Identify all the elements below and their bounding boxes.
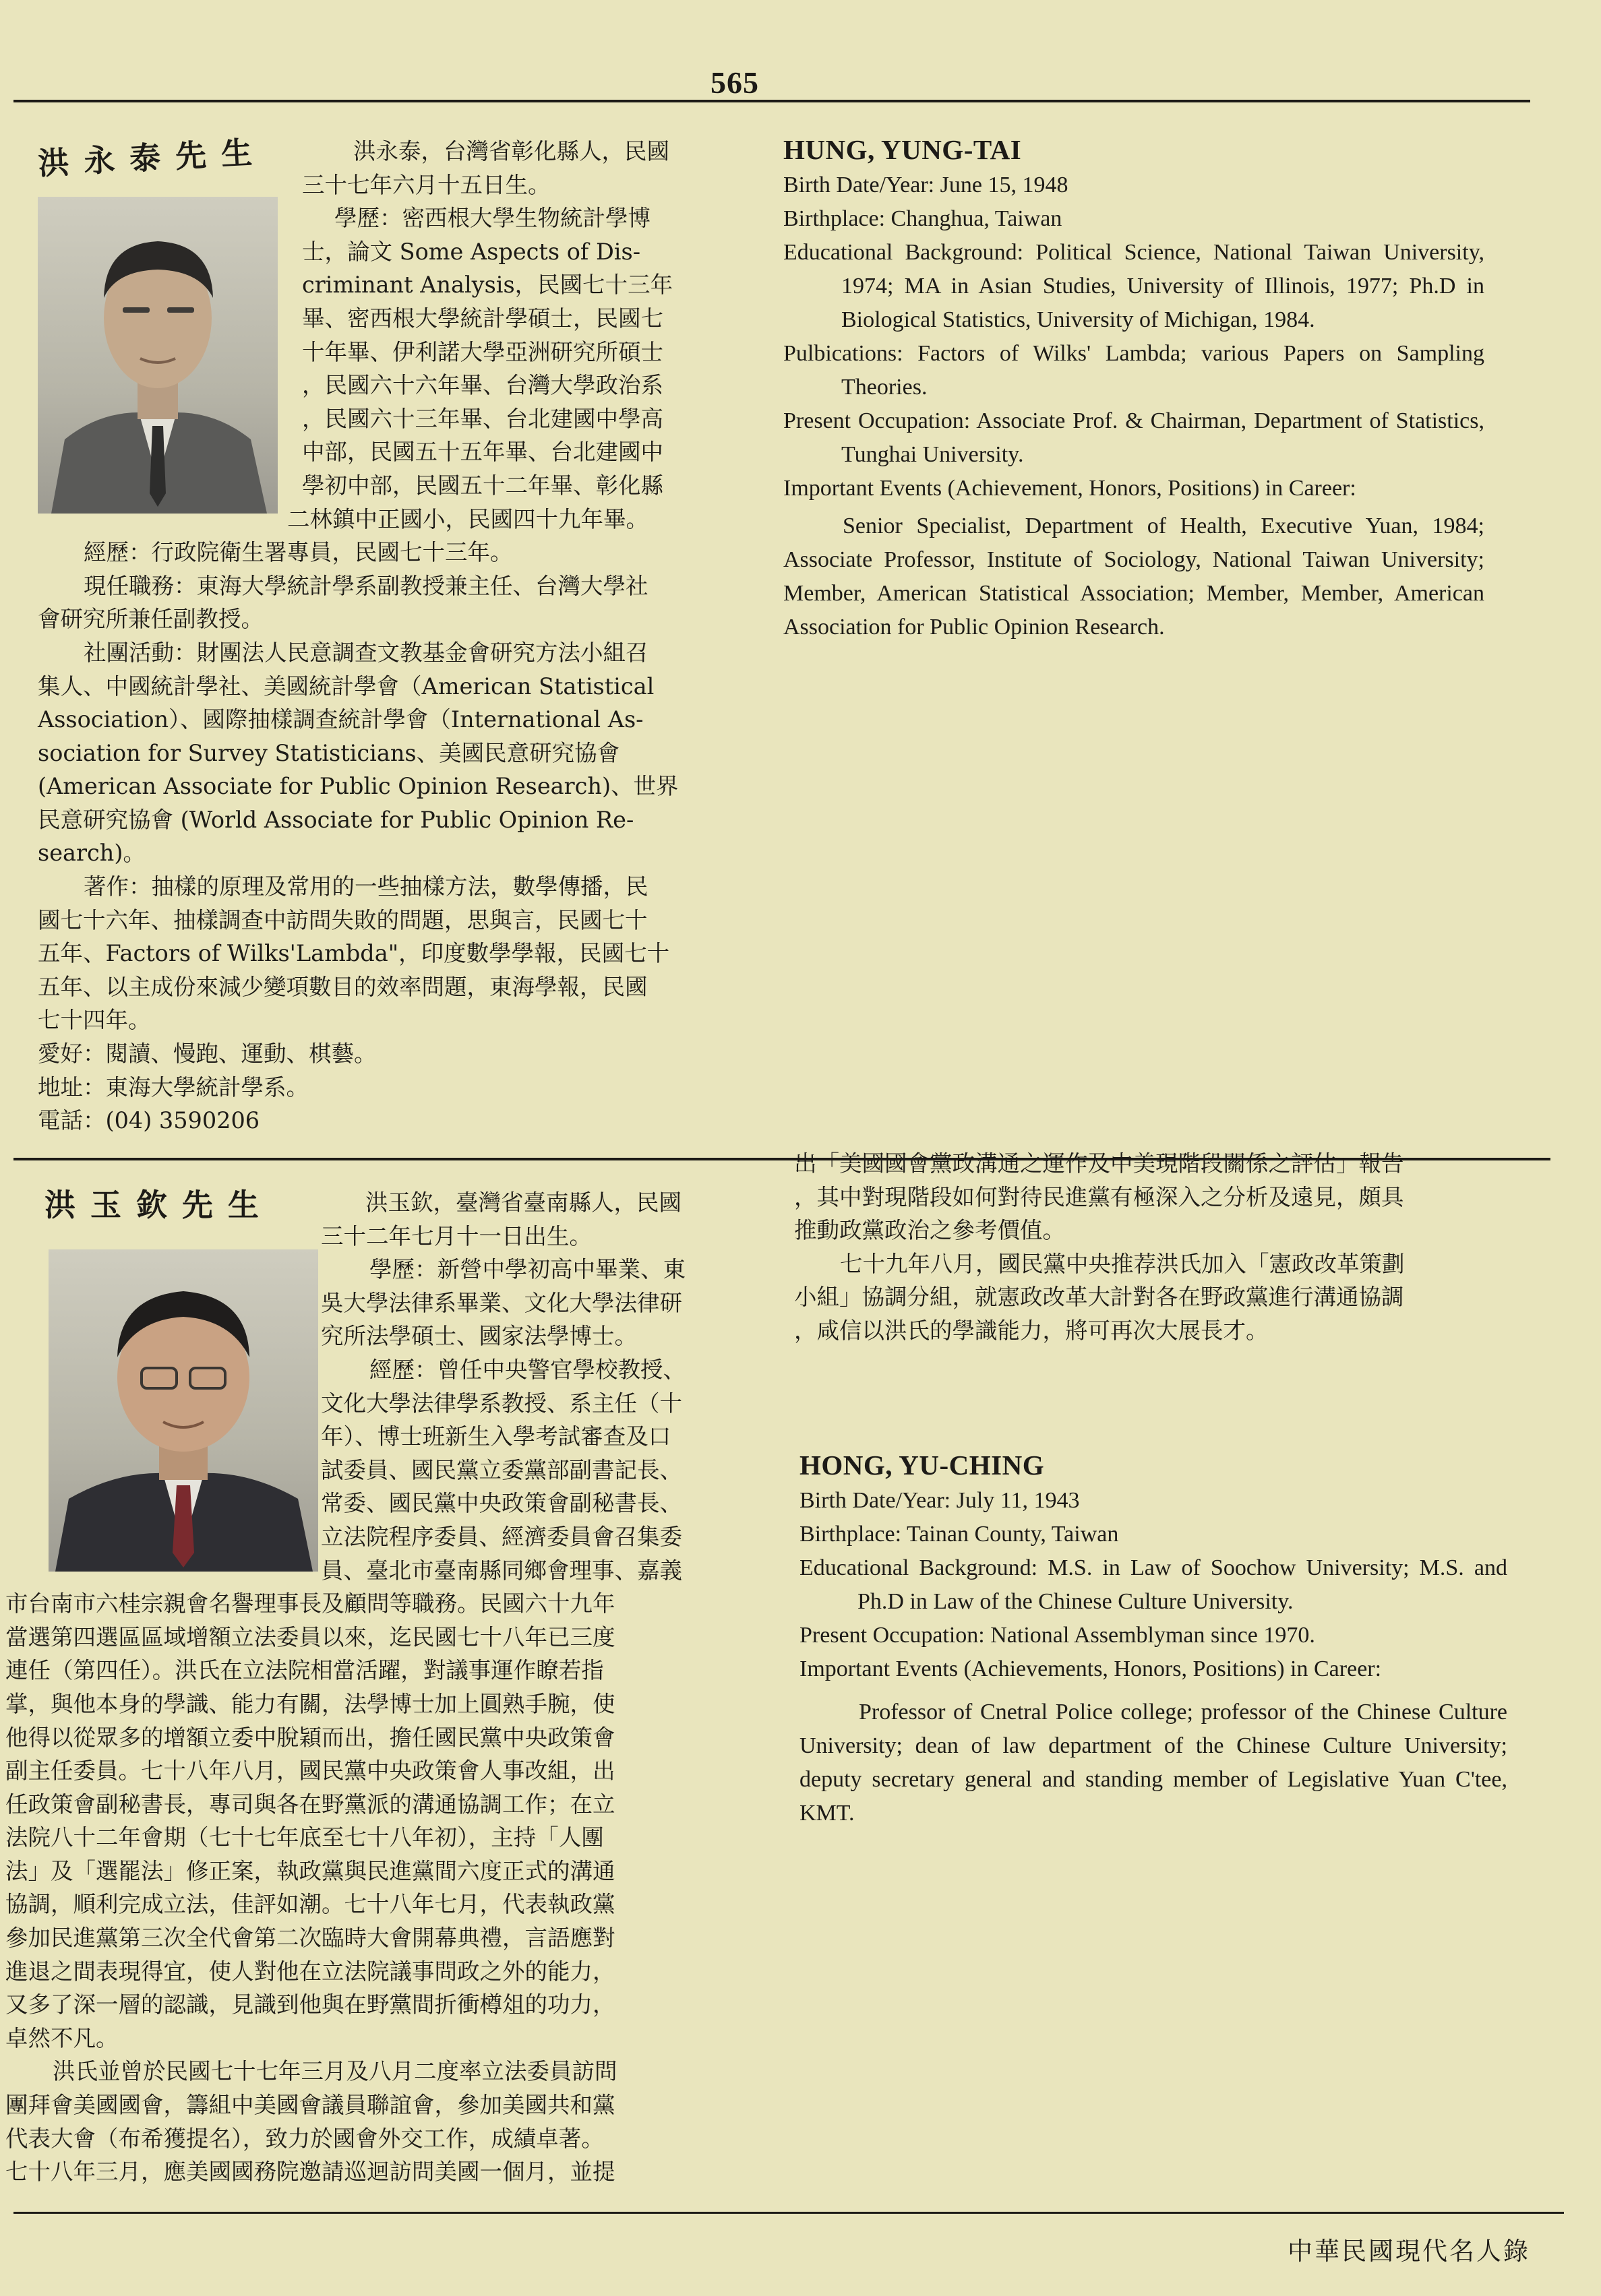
zh-line: 民意研究協會 (World Associate for Public Opinion Re-	[38, 806, 634, 833]
zh-line: Association）、國際抽樣調查統計學會（International As-	[38, 706, 644, 733]
zh-line: 集人、中國統計學社、美國統計學會（American Statistical	[38, 673, 655, 700]
zh-line: 七十九年八月，國民黨中央推荐洪氏加入「憲政改革策劃	[840, 1250, 1405, 1277]
entry1-en-title: HUNG, YUNG-TAI	[783, 134, 1022, 165]
zh-line: 吳大學法律系畢業、文化大學法律研	[321, 1289, 682, 1316]
en-field: Birth Date/Year: July 11, 1943	[799, 1488, 1080, 1513]
zh-line: 三十七年六月十五日生。	[302, 171, 551, 198]
zh-line: search)。	[38, 840, 146, 867]
zh-line: 二林鎮中正國小，民國四十九年畢。	[287, 505, 648, 532]
zh-line: 中部，民國五十五年畢、台北建國中	[302, 439, 663, 466]
zh-line: 團拜會美國國會，籌組中美國會議員聯誼會，參加美國共和黨	[5, 2092, 615, 2119]
zh-line: 洪永泰，台灣省彰化縣人，民國	[353, 138, 669, 164]
en-field: Educational Background: M.S. in Law of Soochow University; M.S. and Ph.D in Law of the Chinese Culture University.	[799, 1555, 1507, 1614]
zh-line: criminant Analysis，民國七十三年	[302, 272, 673, 299]
zh-line: 學歷：密西根大學生物統計學博	[334, 205, 651, 232]
zh-line: ，其中對現階段如何對待民進黨有極深入之分析及遠見，頗具	[794, 1183, 1404, 1210]
en-field: Birthplace: Changhua, Taiwan	[783, 206, 1062, 231]
zh-line: 士，論文 Some Aspects of Dis-	[302, 238, 641, 265]
zh-line: 經歷：行政院衛生署專員，民國七十三年。	[84, 539, 513, 566]
zh-line: 又多了深一層的認識，見識到他與在野黨間折衝樽俎的功力，	[5, 1991, 615, 2018]
zh-line: 試委員、國民黨立委黨部副書記長、	[321, 1456, 682, 1483]
zh-line: 十年畢、伊利諾大學亞洲研究所碩士	[302, 338, 663, 365]
zh-line: 進退之間表現得宜，使人對他在立法院議事問政之外的能力，	[5, 1958, 615, 1985]
en-paragraph: Senior Specialist, Department of Health, Executive Yuan, 1984; Associate Professor, Institute of Sociology, National Taiwan University; Member, American Statistical Association; Member, Member, American Association for Public Opinion Research.	[783, 514, 1484, 640]
page-number: 565	[711, 65, 759, 100]
zh-line: 著作：抽樣的原理及常用的一些抽樣方法，數學傳播，民	[84, 873, 648, 900]
zh-line: 國七十六年、抽樣調查中訪問失敗的問題，思與言，民國七十	[38, 906, 648, 933]
zh-line: 五年、以主成份來減少變項數目的效率問題，東海學報，民國	[38, 973, 648, 1000]
en-field: Birth Date/Year: June 15, 1948	[783, 173, 1068, 197]
zh-line: 會研究所兼任副教授。	[38, 606, 264, 633]
zh-line: 洪氏並曾於民國七十七年三月及八月二度率立法委員訪問	[53, 2058, 617, 2085]
zh-line: 七十四年。	[38, 1007, 151, 1034]
zh-line: (American Associate for Public Opinion Research)、世界	[38, 773, 679, 800]
zh-line: 電話：(04) 3590206	[38, 1107, 260, 1134]
zh-line: 文化大學法律學系教授、系主任（十	[321, 1390, 682, 1417]
en-field: Pulbications: Factors of Wilks' Lambda; various Papers on Sampling Theories.	[783, 341, 1484, 400]
zh-line: 現任職務：東海大學統計學系副教授兼主任、台灣大學社	[84, 572, 648, 599]
zh-line: 代表大會（布希獲提名），致力於國會外交工作，成績卓著。	[5, 2125, 604, 2152]
zh-line: 當選第四選區區域增額立法委員以來，迄民國七十八年已三度	[5, 1623, 615, 1650]
en-field: Important Events (Achievement, Honors, Positions) in Career:	[783, 476, 1356, 501]
running-footer: 中華民國現代名人錄	[1288, 2237, 1530, 2266]
bottom-rule	[13, 2212, 1564, 2214]
zh-line: 他得以從眾多的增額立委中脫穎而出，擔任國民黨中央政策會	[5, 1724, 615, 1751]
zh-line: 學初中部，民國五十二年畢、彰化縣	[302, 472, 663, 499]
zh-line: 卓然不凡。	[5, 2024, 119, 2051]
zh-line: 愛好：閱讀、慢跑、運動、棋藝。	[38, 1041, 377, 1067]
zh-line: 連任（第四任）。洪氏在立法院相當活躍，對議事運作瞭若指	[5, 1657, 604, 1684]
entry1-en-bio	[783, 131, 1484, 644]
en-paragraph: Professor of Cnetral Police college; professor of the Chinese Culture University; dean of law department of the Chinese Culture University; deputy secretary general and standing member of Legislative Yuan C'tee, KMT.	[799, 1700, 1507, 1826]
zh-line: 小組」協調分組，就憲政改革大計對各在野政黨進行溝通協調	[794, 1284, 1404, 1311]
zh-line: 學歷：新營中學初高中畢業、東	[369, 1256, 686, 1283]
zh-line: 參加民進黨第三次全代會第二次臨時大會開幕典禮，言語應對	[5, 1925, 615, 1952]
zh-line: 員、臺北市臺南縣同鄉會理事、嘉義	[321, 1557, 682, 1584]
zh-line: 社團活動：財團法人民意調查文教基金會研究方法小組召	[84, 639, 648, 666]
zh-line: 洪玉欽，臺灣省臺南縣人，民國	[365, 1189, 682, 1216]
zh-line: 市台南市六桂宗親會名譽理事長及顧問等職務。民國六十九年	[5, 1590, 615, 1617]
en-field: Birthplace: Tainan County, Taiwan	[799, 1522, 1119, 1547]
zh-line: ，民國六十三年畢、台北建國中學高	[302, 405, 663, 432]
zh-line: 五年、Factors of Wilks'Lambda"，印度數學學報，民國七十	[38, 940, 670, 967]
zh-line: 七十八年三月，應美國國務院邀請巡迴訪問美國一個月，並提	[5, 2159, 615, 2185]
zh-line: 出「美國國會黨政溝通之運作及中美現階段關係之評估」報告	[794, 1150, 1404, 1177]
entry2-en-bio	[799, 1446, 1507, 1830]
zh-line: 常委、國民黨中央政策會副秘書長、	[321, 1490, 682, 1517]
zh-line: 年）、博士班新生入學考試審查及口	[321, 1423, 671, 1450]
entry1-zh-bio	[38, 135, 725, 1138]
entry1-zh-name: 洪永泰先生	[36, 133, 268, 182]
zh-line: 畢、密西根大學統計學碩士，民國七	[302, 305, 663, 332]
en-field: Present Occupation: Associate Prof. & Chairman, Department of Statistics, Tunghai University.	[783, 408, 1484, 467]
zh-line: 經歷：曾任中央警官學校教授、	[369, 1356, 686, 1383]
zh-line: 法院八十二年會期（七十七年底至七十八年初），主持「人團	[5, 1824, 604, 1851]
zh-line: 地址：東海大學統計學系。	[38, 1074, 309, 1100]
zh-line: sociation for Survey Statisticians、美國民意研究協會	[38, 739, 620, 766]
entry2-zh-continued	[794, 1147, 1509, 1348]
zh-line: 推動政黨政治之參考價值。	[794, 1217, 1065, 1244]
zh-line: 掌，與他本身的學識、能力有關，法學博士加上圓熟手腕，使	[5, 1690, 615, 1717]
zh-line: 副主任委員。七十八年八月，國民黨中央政策會人事改組，出	[5, 1758, 615, 1785]
entry2-zh-name: 洪玉欽先生	[44, 1187, 274, 1223]
en-field: Educational Background: Political Science, National Taiwan University, 1974; MA in Asian Studies, University of Illinois, 1977; Ph.D in Biological Statistics, University of Michigan, 1984.	[783, 240, 1484, 332]
entry2-zh-bio	[5, 1186, 743, 2189]
zh-line: ，咸信以洪氏的學識能力，將可再次大展長才。	[794, 1317, 1269, 1344]
en-field: Important Events (Achievements, Honors, Positions) in Career:	[799, 1656, 1382, 1681]
zh-line: 任政策會副秘書長，專司與各在野黨派的溝通協調工作；在立	[5, 1791, 615, 1818]
en-field: Present Occupation: National Assemblyman since 1970.	[799, 1623, 1315, 1648]
top-rule	[13, 100, 1530, 102]
zh-line: 三十二年七月十一日出生。	[321, 1222, 592, 1249]
zh-line: 協調，順利完成立法，佳評如潮。七十八年七月，代表執政黨	[5, 1891, 615, 1918]
zh-line: 立法院程序委員、經濟委員會召集委	[321, 1523, 682, 1550]
zh-line: ，民國六十六年畢、台灣大學政治系	[302, 372, 663, 399]
zh-line: 究所法學碩士、國家法學博士。	[321, 1323, 637, 1350]
entry2-en-title: HONG, YU-CHING	[799, 1450, 1045, 1481]
zh-line: 法」及「選罷法」修正案，執政黨與民進黨間六度正式的溝通	[5, 1857, 615, 1884]
